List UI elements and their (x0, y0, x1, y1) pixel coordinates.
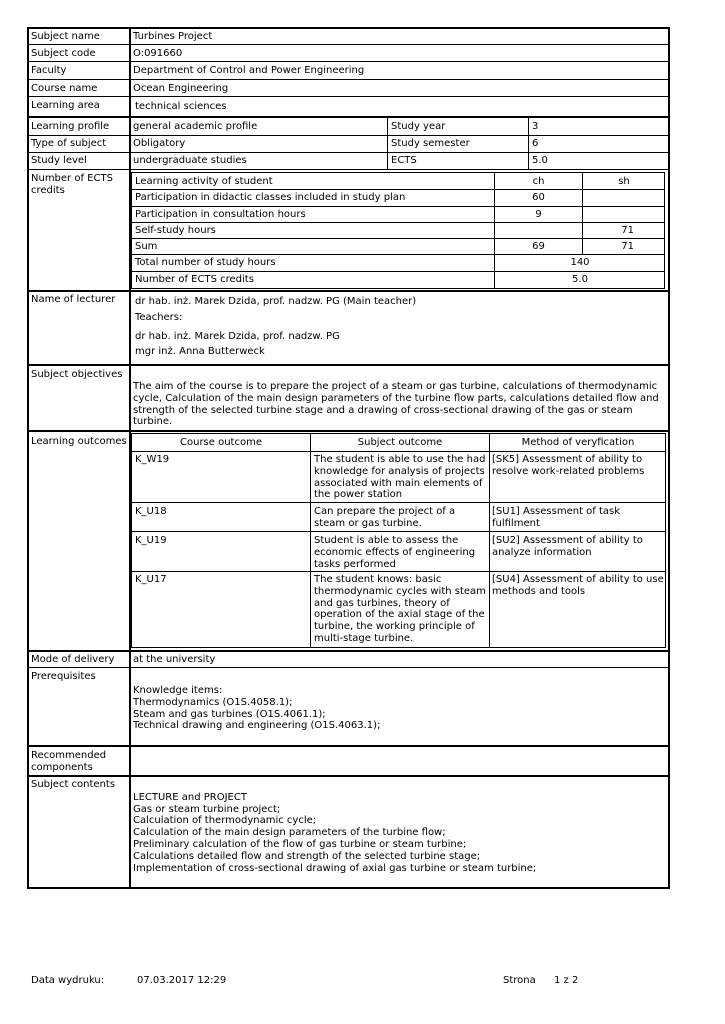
prerequisite-line: Knowledge items: (133, 685, 223, 696)
outcomes-header-method: Method of veryfication (521, 437, 635, 448)
study-semester-value: 6 (532, 138, 539, 149)
ects-credits-label: Number of ECTS credits (31, 173, 113, 196)
column-divider (489, 433, 490, 648)
faculty-value: Department of Control and Power Engineering (133, 65, 365, 76)
print-date-value: 07.03.2017 12:29 (137, 975, 227, 986)
divider (131, 571, 666, 572)
divider (27, 290, 670, 292)
ects-row-activity: Sum (135, 241, 158, 252)
ects-row-ch: 9 (535, 209, 542, 220)
divider (131, 531, 666, 532)
course-name-label: Course name (31, 83, 98, 94)
learning-profile-label: Learning profile (31, 121, 110, 132)
ects-row-activity: Self-study hours (135, 225, 216, 236)
course-outcome: K_U19 (135, 535, 167, 546)
ects-row-activity: Participation in didactic classes included in study plan (135, 192, 406, 203)
page-number: 1 z 2 (554, 975, 579, 986)
subject-code-value: O:091660 (133, 48, 183, 59)
teacher-name: mgr inż. Anna Butterweck (135, 346, 265, 357)
print-date-label: Data wydruku: (31, 975, 105, 986)
divider (27, 61, 670, 62)
divider (131, 254, 665, 255)
ects-label: ECTS (391, 155, 417, 166)
ects-header-sh: sh (618, 176, 630, 187)
divider (27, 44, 670, 45)
objectives-text: The aim of the course is to prepare the project of a steam or gas turbine, calculations of thermodynamic cycle, Calculation of the main design parameters of the turbine flow parts, calculations detailed flow and strength of the selected turbine stage and a drawing of cross-sectional drawing of the gas or steam turbine. (133, 381, 659, 428)
subject-outcome: The student is able to use the had knowledge for analysis of projects associated with main elements of the power station (314, 454, 486, 501)
contents-line: Calculation of the main design parameters of the turbine flow; (133, 827, 446, 838)
divider (27, 96, 670, 97)
column-divider (387, 117, 388, 169)
subject-outcome: Student is able to assess the economic effects of engineering tasks performed (314, 535, 476, 570)
ects-row-ch: 69 (532, 241, 545, 252)
subject-outcome: Can prepare the project of a steam or gas turbine. (314, 506, 456, 529)
mode-of-delivery-value: at the university (133, 654, 216, 665)
page-label: Strona (503, 975, 536, 986)
objectives-label: Subject objectives (31, 369, 123, 380)
study-level-label: Study level (31, 155, 87, 166)
ects-header-ch: ch (532, 176, 545, 187)
divider (27, 79, 670, 80)
contents-line: Preliminary calculation of the flow of gas turbine or steam turbine; (133, 839, 467, 850)
column-divider (494, 172, 495, 289)
learning-outcomes-label: Learning outcomes (31, 436, 127, 447)
teacher-name: dr hab. inż. Marek Dzida, prof. nadzw. PG (135, 331, 340, 342)
ects-header-activity: Learning activity of student (135, 176, 273, 187)
divider (131, 222, 665, 223)
divider (27, 116, 670, 118)
ects-credits-total-label: Number of ECTS credits (135, 274, 254, 285)
divider (27, 775, 670, 777)
contents-line: Calculation of thermodynamic cycle; (133, 815, 317, 826)
contents-line: LECTURE and PROJECT (133, 792, 247, 803)
divider (27, 650, 670, 652)
divider (131, 238, 665, 239)
study-semester-label: Study semester (391, 138, 470, 149)
prerequisite-line: Thermodynamics (O1S.4058.1); (133, 697, 293, 708)
verification-method: [SU2] Assessment of ability to analyze information (492, 535, 643, 558)
divider (27, 364, 670, 366)
ects-row-ch: 60 (532, 192, 545, 203)
divider (131, 451, 666, 452)
divider (27, 152, 670, 153)
main-teacher: dr hab. inż. Marek Dzida, prof. nadzw. PG (Main teacher) (135, 296, 417, 307)
prerequisite-line: Technical drawing and engineering (O1S.4063.1); (133, 720, 381, 731)
subject-code-label: Subject code (31, 48, 96, 59)
divider (27, 430, 670, 432)
learning-area-value: technical sciences (135, 101, 227, 112)
contents-line: Gas or steam turbine project; (133, 804, 281, 815)
ects-row-sh: 71 (621, 241, 634, 252)
learning-area-label: Learning area (31, 100, 100, 111)
course-name-value: Ocean Engineering (133, 83, 229, 94)
contents-label: Subject contents (31, 779, 116, 790)
total-hours-value: 140 (570, 257, 590, 268)
verification-method: [SK5] Assessment of ability to resolve work-related problems (492, 454, 645, 477)
divider (131, 206, 665, 207)
study-year-value: 3 (532, 121, 539, 132)
ects-row-activity: Participation in consultation hours (135, 209, 306, 220)
divider (27, 169, 670, 170)
course-outcome: K_W19 (135, 454, 170, 465)
ects-row-sh: 71 (621, 225, 634, 236)
study-level-value: undergraduate studies (133, 155, 247, 166)
verification-method: [SU1] Assessment of task fulfilment (492, 506, 621, 529)
divider (27, 667, 670, 668)
type-of-subject-value: Obligatory (133, 138, 186, 149)
recommended-label: Recommended components (31, 750, 107, 773)
outcomes-header-course: Course outcome (180, 437, 262, 448)
divider (131, 271, 665, 272)
total-hours-label: Total number of study hours (135, 257, 276, 268)
teachers-label: Teachers: (135, 312, 183, 323)
column-divider (310, 433, 311, 648)
subject-outcome: The student knows: basic thermodynamic cycles with steam and gas turbines, theory of operation of the axial stage of the turbine, the working principle of multi-stage turbine. (314, 574, 486, 644)
verification-method: [SU4] Assessment of ability to use methods and tools (492, 574, 664, 597)
lecturer-label: Name of lecturer (31, 294, 116, 305)
divider (27, 135, 670, 136)
prerequisites-label: Prerequisites (31, 671, 96, 682)
course-outcome: K_U17 (135, 574, 167, 585)
type-of-subject-label: Type of subject (31, 138, 107, 149)
ects-value: 5.0 (532, 155, 548, 166)
outcomes-header-subject: Subject outcome (357, 437, 443, 448)
column-divider (528, 117, 529, 169)
ects-credits-total-value: 5.0 (572, 274, 588, 285)
subject-name-label: Subject name (31, 31, 100, 42)
learning-profile-value: general academic profile (133, 121, 258, 132)
contents-line: Calculations detailed flow and strength of the selected turbine stage; (133, 851, 481, 862)
course-outcome: K_U18 (135, 506, 167, 517)
divider (131, 189, 665, 190)
faculty-label: Faculty (31, 65, 67, 76)
contents-line: Implementation of cross-sectional drawing of axial gas turbine or steam turbine; (133, 863, 537, 874)
mode-of-delivery-label: Mode of delivery (31, 654, 115, 665)
study-year-label: Study year (391, 121, 446, 132)
divider (27, 745, 670, 747)
subject-name-value: Turbines Project (133, 31, 213, 42)
divider (131, 502, 666, 503)
prerequisite-line: Steam and gas turbines (O1S.4061.1); (133, 709, 326, 720)
